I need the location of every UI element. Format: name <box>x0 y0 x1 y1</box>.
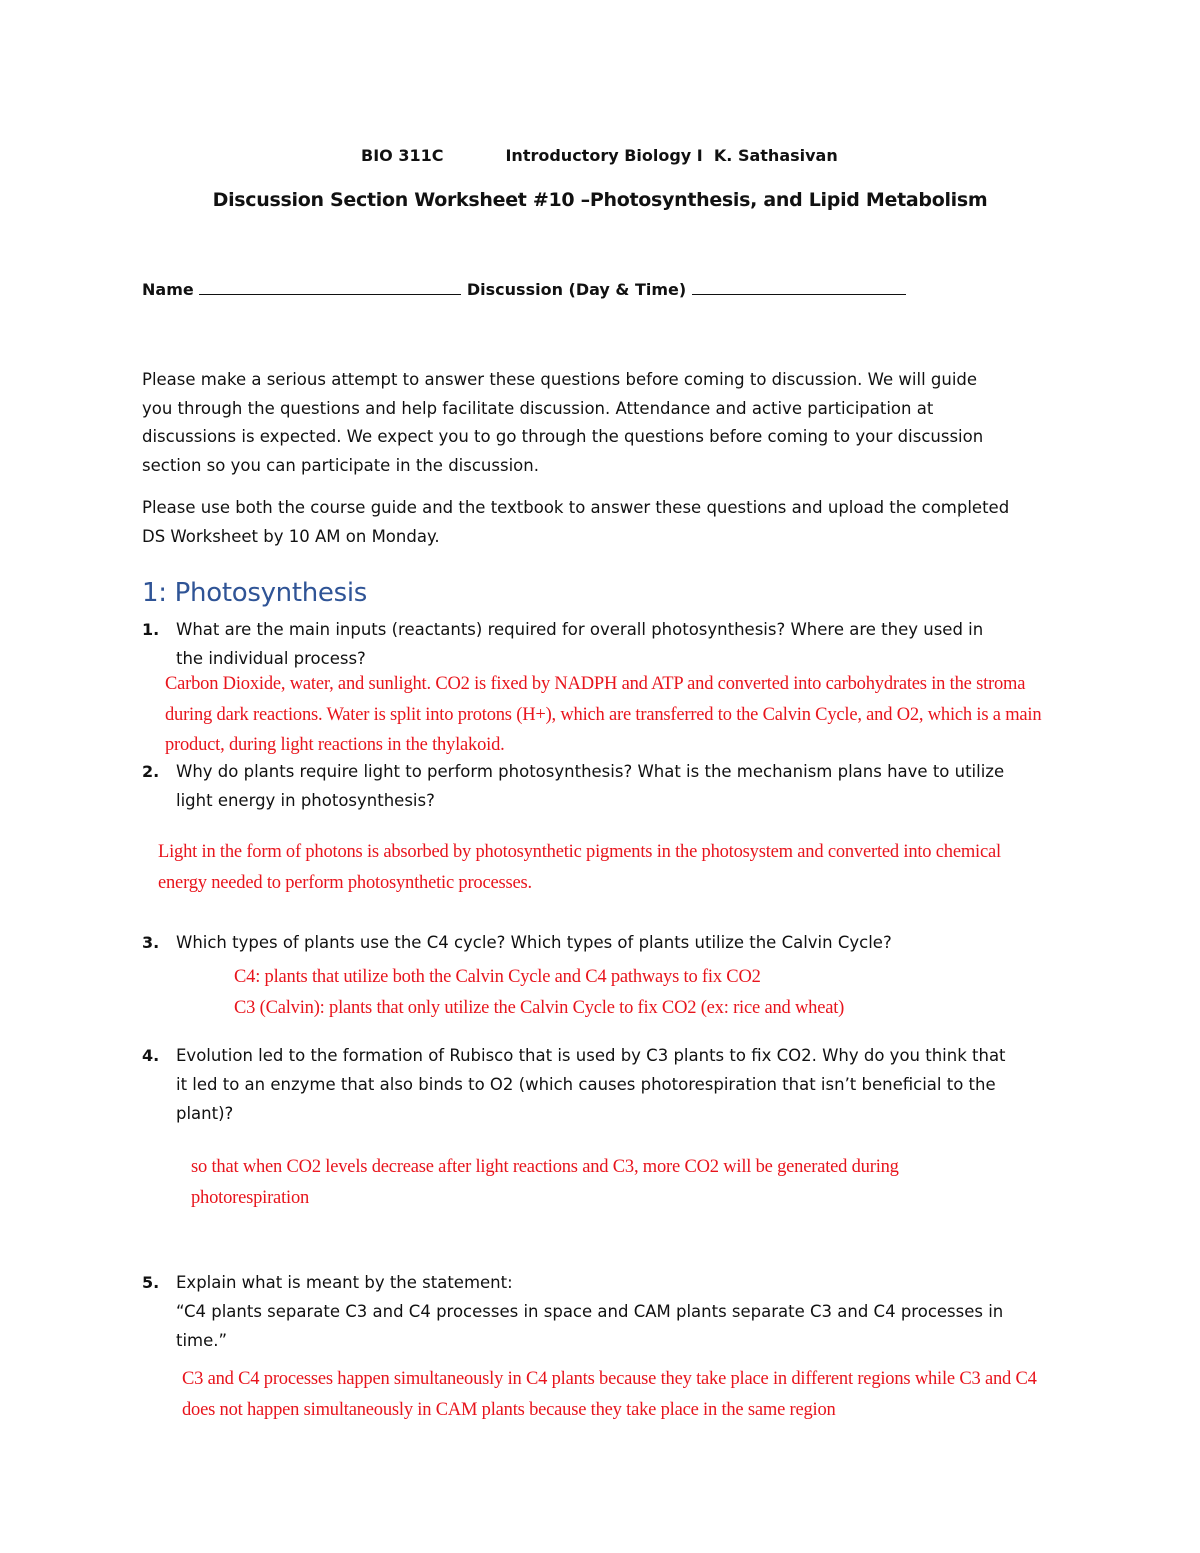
answer-line: Light in the form of photons is absorbed by photosynthetic pigments in the photosystem and converted into chemical <box>158 842 1001 862</box>
course-name: Introductory Biology I <box>505 146 703 165</box>
question-text <box>176 1268 1003 1355</box>
discussion-label: Discussion (Day & Time) <box>466 280 687 299</box>
intro-line: discussions is expected. We expect you to go through the questions before coming to your discussion <box>142 427 984 446</box>
instructor-name: K. Sathasivan <box>713 146 838 165</box>
answer-line: so that when CO2 levels decrease after light reactions and C3, more CO2 will be generated during <box>191 1157 899 1177</box>
question-line: the individual process? <box>176 649 366 668</box>
answer-text <box>165 669 1041 761</box>
answer-text <box>191 1152 899 1213</box>
question-number: 1. <box>142 620 160 639</box>
question-text <box>176 615 983 673</box>
course-code: BIO 311C <box>361 146 444 165</box>
intro-line: Please make a serious attempt to answer these questions before coming to discussion. We will guide <box>142 370 978 389</box>
student-info-line <box>142 280 906 299</box>
intro-line: DS Worksheet by 10 AM on Monday. <box>142 526 440 546</box>
course-header <box>361 146 838 165</box>
answer-text <box>182 1364 1037 1425</box>
name-label: Name <box>142 280 194 299</box>
answer-line: C3 (Calvin): plants that only utilize the Calvin Cycle to fix CO2 (ex: rice and wheat) <box>234 997 845 1018</box>
question-number: 3. <box>142 933 160 952</box>
question-text <box>176 928 892 957</box>
question-line: Evolution led to the formation of Rubisco that is used by C3 plants to fix CO2. Why do you think that <box>176 1046 1006 1065</box>
answer-text <box>234 962 844 1023</box>
discussion-blank[interactable] <box>692 280 906 295</box>
intro-paragraph-1 <box>142 366 983 480</box>
answer-line: C3 and C4 processes happen simultaneously in C4 plants because they take place in different regions while C3 and C4 <box>182 1369 1037 1389</box>
intro-line: Please use both the course guide and the textbook to answer these questions and upload the completed <box>142 498 1010 517</box>
question-number: 2. <box>142 762 160 781</box>
question-number: 4. <box>142 1046 160 1065</box>
answer-line: photorespiration <box>191 1187 310 1208</box>
question-line: it led to an enzyme that also binds to O2 (which causes photorespiration that isn’t beneficial to the <box>176 1075 996 1094</box>
question-line: plant)? <box>176 1104 234 1123</box>
question-line: Explain what is meant by the statement: <box>176 1273 513 1292</box>
question-line: Why do plants require light to perform photosynthesis? What is the mechanism plans have to utilize <box>176 762 1005 781</box>
answer-line: product, during light reactions in the thylakoid. <box>165 735 505 755</box>
section-heading: 1: Photosynthesis <box>142 578 368 608</box>
intro-line: you through the questions and help facilitate discussion. Attendance and active participation at <box>142 398 934 418</box>
question-line: What are the main inputs (reactants) required for overall photosynthesis? Where are they used in <box>176 620 984 639</box>
answer-text <box>158 837 1001 898</box>
answer-line: energy needed to perform photosynthetic processes. <box>158 872 532 893</box>
question-line: Which types of plants use the C4 cycle? Which types of plants utilize the Calvin Cycle? <box>176 933 892 952</box>
answer-line: during dark reactions. Water is split into protons (H+), which are transferred to the Calvin Cycle, and O2, which is a main <box>165 704 1042 725</box>
question-text <box>176 757 1004 815</box>
answer-line: does not happen simultaneously in CAM plants because they take place in the same region <box>182 1399 836 1420</box>
question-line: time.” <box>176 1331 228 1350</box>
name-blank[interactable] <box>199 280 461 295</box>
answer-line: Carbon Dioxide, water, and sunlight. CO2 is fixed by NADPH and ATP and converted into carbohydrates in the stroma <box>165 674 1026 694</box>
question-line: light energy in photosynthesis? <box>176 791 435 810</box>
intro-line: section so you can participate in the discussion. <box>142 455 539 475</box>
worksheet-title: Discussion Section Worksheet #10 –Photosynthesis, and Lipid Metabolism <box>212 189 988 211</box>
answer-line: C4: plants that utilize both the Calvin Cycle and C4 pathways to fix CO2 <box>234 967 761 987</box>
question-line: “C4 plants separate C3 and C4 processes in space and CAM plants separate C3 and C4 processes in <box>176 1302 1004 1321</box>
intro-paragraph-2 <box>142 494 1009 551</box>
question-text <box>176 1041 1006 1128</box>
question-number: 5. <box>142 1273 160 1292</box>
